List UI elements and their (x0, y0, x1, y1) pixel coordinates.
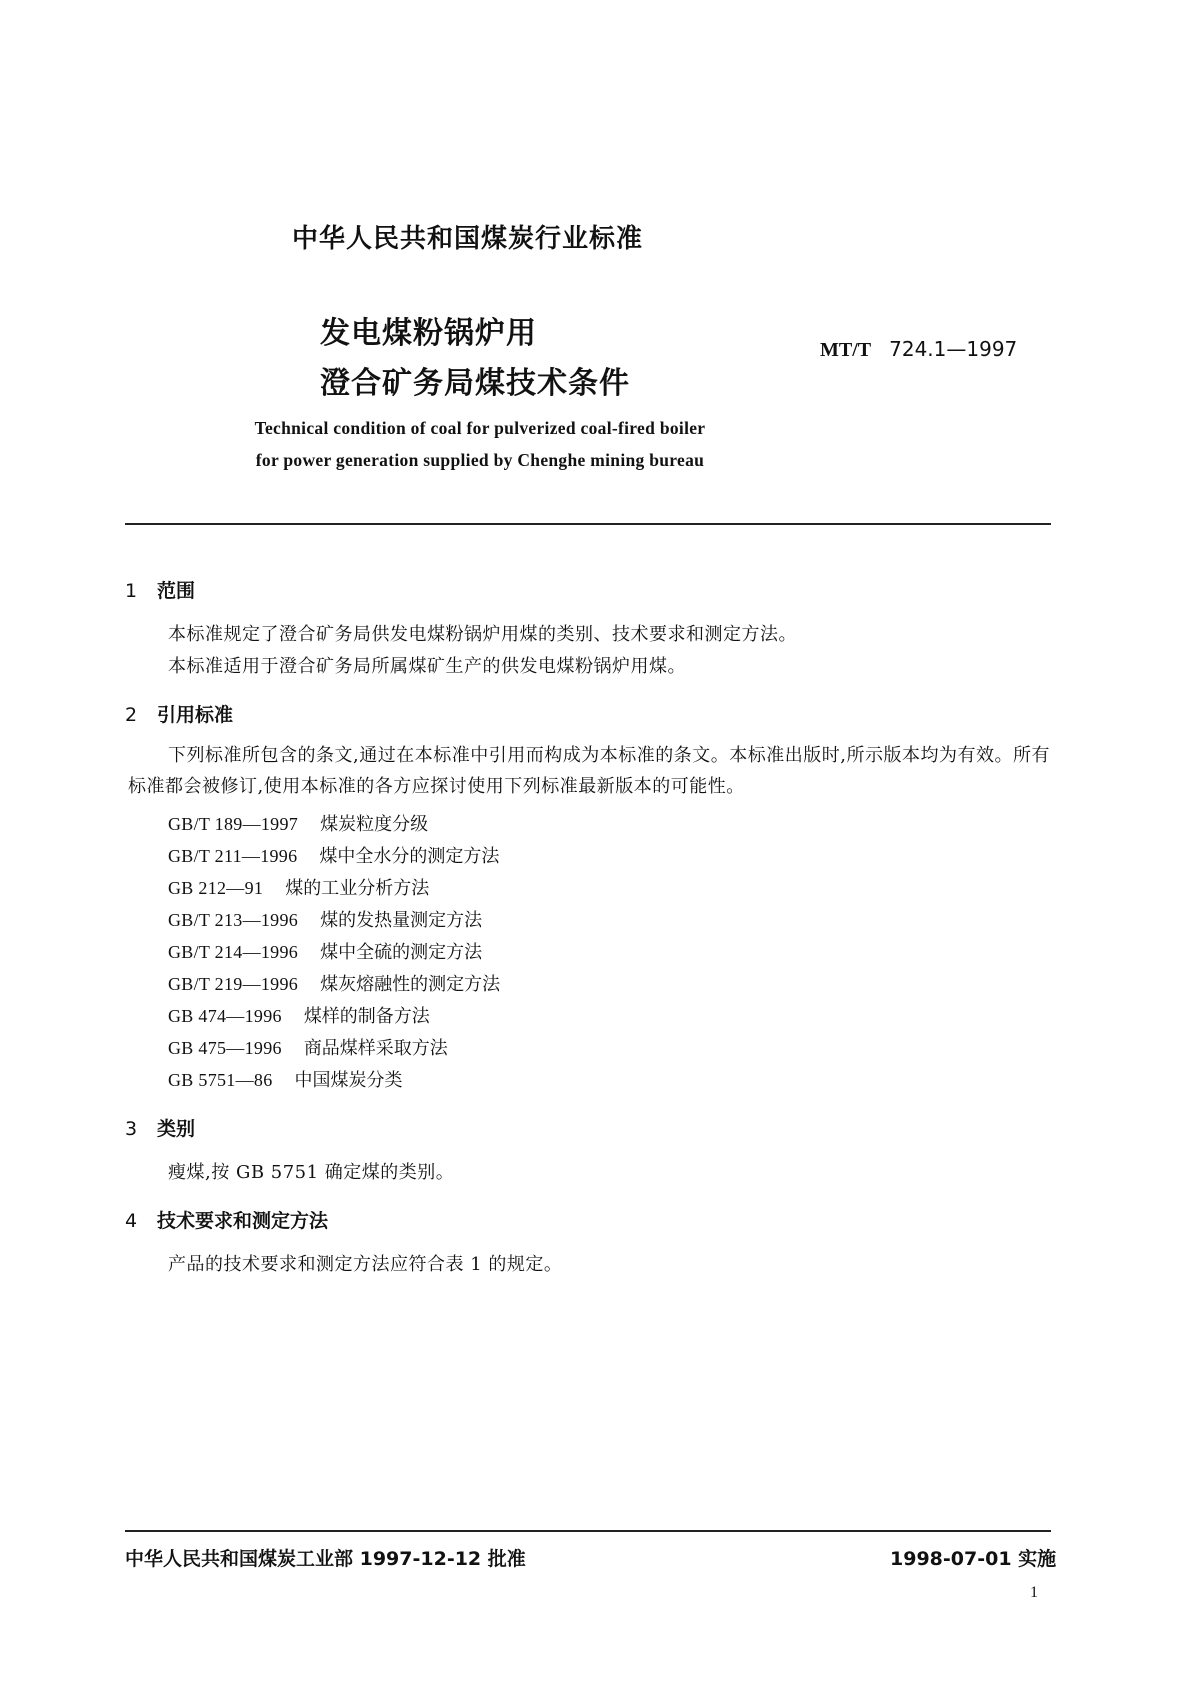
approval-line: 中华人民共和国煤炭工业部 1997-12-12 批准 (125, 1548, 526, 1570)
implementation-date: 1998-07-01 实施 (890, 1548, 1057, 1570)
industry-standard-title: 中华人民共和国煤炭行业标准 (292, 224, 644, 254)
section-2-paragraph: 下列标准所包含的条文,通过在本标准中引用而构成为本标准的条文。本标准出版时,所示版本均为有效。所有标准都会被修订,使用本标准的各方应探讨使用下列标准最新版本的可能性。 (128, 745, 1050, 797)
section-4-paragraph: 产品的技术要求和测定方法应符合表 1 的规定。 (168, 1254, 563, 1275)
section-number: 3 (125, 1118, 138, 1140)
reference-item (168, 906, 482, 932)
reference-item (168, 1002, 430, 1028)
section-3-heading (125, 1114, 195, 1141)
document-title-en-line1: Technical condition of coal for pulverized coal-fired boiler (254, 418, 706, 438)
reference-code: GB 475—1996 (168, 1038, 282, 1058)
document-title-cn-line2: 澄合矿务局煤技术条件 (320, 366, 630, 401)
reference-code: GB/T 211—1996 (168, 846, 298, 866)
reference-item (168, 938, 482, 964)
reference-name: 煤炭粒度分级 (320, 814, 429, 835)
reference-name: 煤中全硫的测定方法 (320, 942, 483, 963)
standard-code-number: 724.1—1997 (889, 337, 1018, 361)
section-number: 2 (125, 704, 138, 726)
document-title-en-line2: for power generation supplied by Chenghe mining bureau (255, 450, 705, 470)
reference-item (168, 842, 499, 868)
section-number: 4 (125, 1210, 138, 1232)
reference-code: GB/T 214—1996 (168, 942, 299, 962)
reference-code: GB/T 219—1996 (168, 974, 299, 994)
section-2-heading (125, 700, 233, 727)
reference-name: 煤灰熔融性的测定方法 (320, 974, 501, 995)
reference-code: GB 212—91 (168, 878, 264, 898)
document-title-cn-line1: 发电煤粉锅炉用 (320, 316, 537, 351)
reference-item (168, 1034, 448, 1060)
header-divider (125, 523, 1051, 525)
section-1-heading (125, 576, 195, 603)
reference-name: 煤样的制备方法 (303, 1006, 430, 1027)
section-title: 范围 (157, 580, 196, 602)
reference-name: 煤中全水分的测定方法 (319, 846, 500, 867)
reference-name: 商品煤样采取方法 (303, 1038, 448, 1059)
footer-divider (125, 1530, 1051, 1532)
reference-name: 中国煤炭分类 (294, 1070, 403, 1091)
section-4-heading (125, 1206, 328, 1233)
reference-item (168, 874, 429, 900)
section-title: 技术要求和测定方法 (157, 1210, 329, 1232)
reference-code: GB 474—1996 (168, 1006, 282, 1026)
reference-item (168, 810, 428, 836)
section-title: 类别 (157, 1118, 196, 1140)
section-3-paragraph: 瘦煤,按 GB 5751 确定煤的类别。 (168, 1162, 455, 1183)
reference-code: GB/T 189—1997 (168, 814, 299, 834)
reference-name: 煤的工业分析方法 (285, 878, 430, 899)
reference-code: GB 5751—86 (168, 1070, 273, 1090)
standard-code (820, 337, 1017, 362)
standard-code-prefix: MT/T (820, 339, 872, 361)
section-title: 引用标准 (157, 704, 234, 726)
section-1-paragraph-1: 本标准规定了澄合矿务局供发电煤粉锅炉用煤的类别、技术要求和测定方法。 (168, 624, 797, 645)
section-1-paragraph-2: 本标准适用于澄合矿务局所属煤矿生产的供发电煤粉锅炉用煤。 (168, 656, 686, 677)
reference-item (168, 1066, 403, 1092)
reference-name: 煤的发热量测定方法 (320, 910, 483, 931)
section-number: 1 (125, 580, 138, 602)
reference-item (168, 970, 500, 996)
page-number: 1 (1030, 1584, 1038, 1601)
reference-code: GB/T 213—1996 (168, 910, 299, 930)
